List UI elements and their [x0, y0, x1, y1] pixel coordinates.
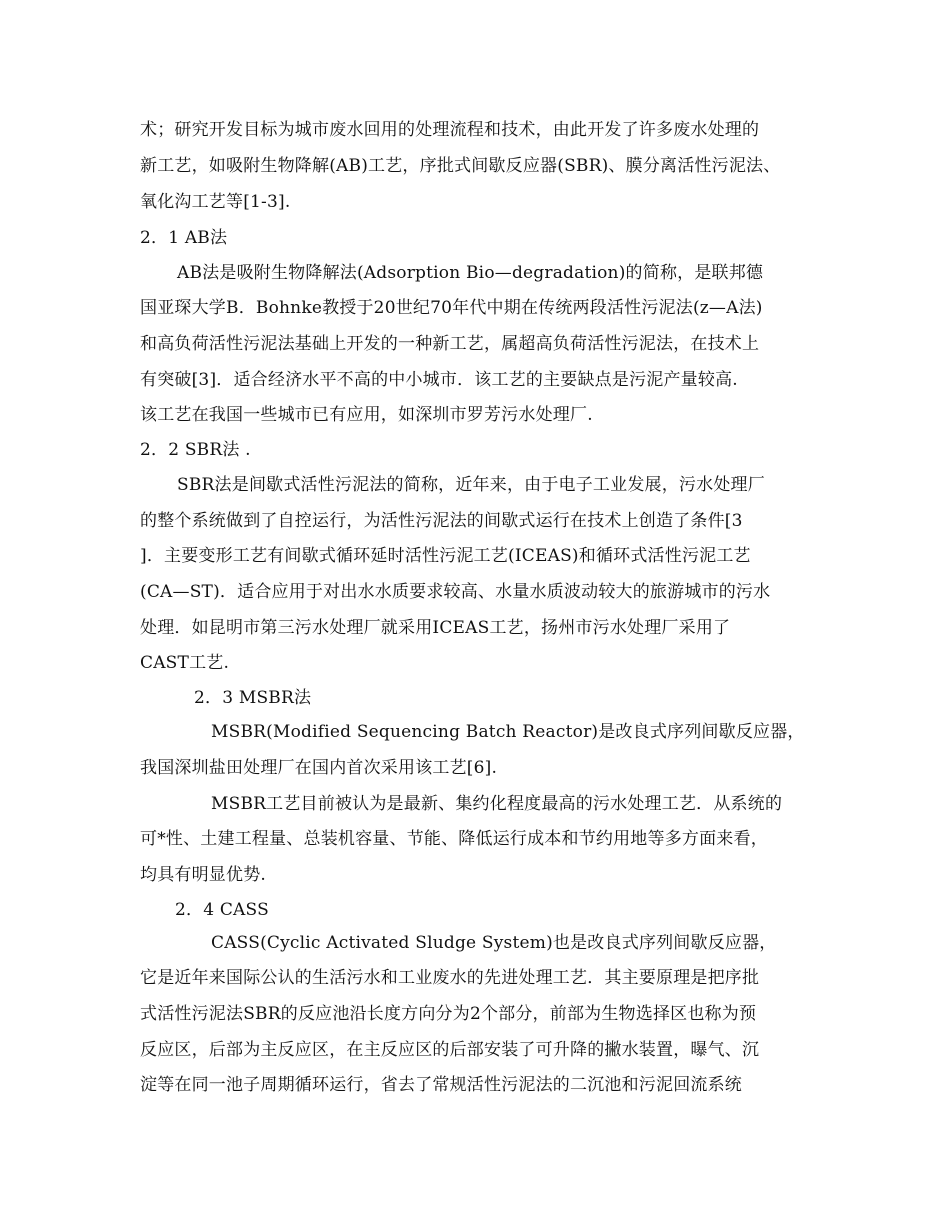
section-heading-2-4: 2．4 CASS — [175, 900, 269, 920]
text-line: 有突破[3]．适合经济水平不高的中小城市．该工艺的主要缺点是污泥产量较高. — [140, 370, 738, 390]
text-line: 和高负荷活性污泥法基础上开发的一种新工艺，属超高负荷活性污泥法，在技术上 — [140, 334, 760, 354]
text-line: 处理．如昆明市第三污水处理厂就采用ICEAS工艺，扬州市污水处理厂采用了 — [140, 618, 731, 638]
text-line: 氧化沟工艺等[1-3]. — [140, 192, 291, 212]
text-line: 可*性、土建工程量、总装机容量、节能、降低运行成本和节约用地等多方面来看， — [140, 829, 768, 849]
text-line: 术；研究开发目标为城市废水回用的处理流程和技术，由此开发了许多废水处理的 — [140, 120, 760, 140]
text-line: ]．主要变形工艺有间歇式循环延时活性污泥工艺(ICEAS)和循环式活性污泥工艺 — [140, 546, 751, 566]
text-line: 淀等在同一池子周期循环运行，省去了常规活性污泥法的二沉池和污泥回流系统 — [140, 1075, 742, 1095]
text-line: MSBR工艺目前被认为是最新、集约化程度最高的污水处理工艺．从系统的 — [211, 794, 783, 814]
text-line: MSBR(Modified Sequencing Batch Reactor)是改良式序列间歇反应器， — [211, 722, 805, 742]
section-heading-2-3: 2．3 MSBR法 — [194, 688, 312, 708]
text-line: 反应区，后部为主反应区，在主反应区的后部安装了可升降的撇水装置，曝气、沉 — [140, 1040, 760, 1060]
text-line: 均具有明显优势. — [140, 865, 267, 885]
text-line: 的整个系统做到了自控运行，为活性污泥法的间歇式运行在技术上创造了条件[3 — [140, 511, 743, 531]
text-line: CAST工艺. — [140, 653, 230, 673]
text-line: 国亚琛大学B．Bohnke教授于20世纪70年代中期在传统两段活性污泥法(z—A法) — [140, 298, 763, 318]
text-line: 我国深圳盐田处理厂在国内首次采用该工艺[6]. — [140, 758, 498, 778]
text-line: CASS(Cyclic Activated Sludge System)也是改良式序列间歇反应器， — [211, 933, 777, 953]
text-line: AB法是吸附生物降解法(Adsorption Bio—degradation)的简称，是联邦德 — [177, 263, 764, 283]
text-line: 式活性污泥法SBR的反应池沿长度方向分为2个部分，前部为生物选择区也称为预 — [140, 1004, 757, 1024]
text-line: SBR法是间歇式活性污泥法的简称，近年来，由于电子工业发展，污水处理厂 — [177, 475, 765, 495]
text-line: 它是近年来国际公认的生活污水和工业废水的先进处理工艺．其主要原理是把序批 — [140, 968, 760, 988]
section-heading-2-1: 2．1 AB法 — [140, 228, 228, 248]
section-heading-2-2: 2．2 SBR法 . — [140, 440, 251, 460]
text-line: 该工艺在我国一些城市已有应用，如深圳市罗芳污水处理厂. — [140, 405, 593, 425]
text-line: (CA—ST)．适合应用于对出水水质要求较高、水量水质波动较大的旅游城市的污水 — [140, 582, 771, 602]
text-line: 新工艺，如吸附生物降解(AB)工艺，序批式间歇反应器(SBR)、膜分离活性污泥法、 — [140, 156, 781, 176]
